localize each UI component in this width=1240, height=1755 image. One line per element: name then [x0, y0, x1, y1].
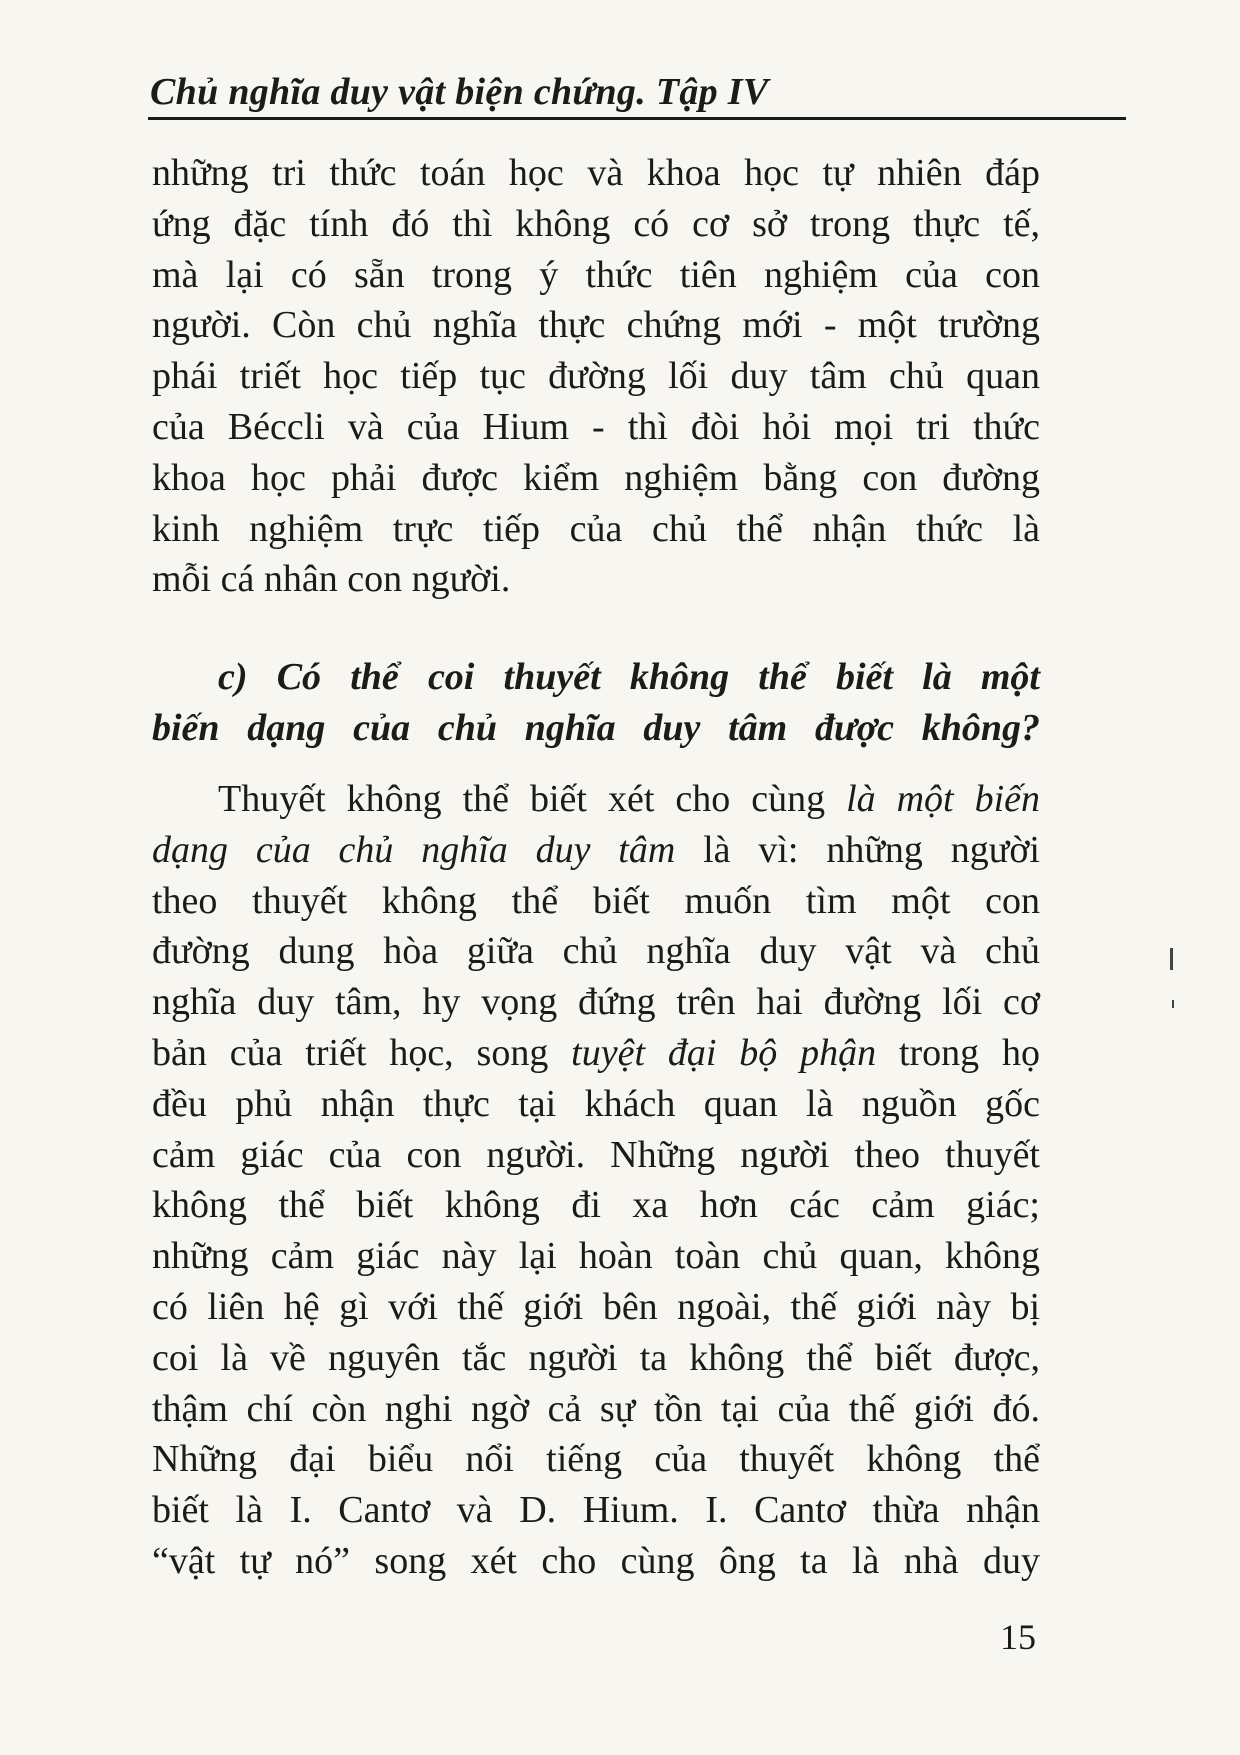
page-number: 15 [1000, 1617, 1036, 1657]
text-run: bản của triết học, song [152, 1031, 572, 1074]
text-run: Thuyết không thể biết xét cho cùng [218, 778, 847, 820]
heading-line: biến dạng của chủ nghĩa duy tâm được không? [152, 706, 1040, 749]
text-line: phái triết học tiếp tục đường lối duy tâm chủ quan [152, 355, 1040, 398]
text-line [152, 774, 1040, 825]
text-line: đường dung hòa giữa chủ nghĩa duy vật và chủ [152, 930, 1040, 973]
emphasis-text: dạng của chủ nghĩa duy tâm [152, 828, 676, 871]
text-line [152, 1028, 1040, 1079]
heading-line: c) Có thể coi thuyết không thể biết là một [218, 656, 1040, 698]
paragraph-1 [152, 148, 1040, 605]
text-line: kinh nghiệm trực tiếp của chủ thể nhận thức là [152, 507, 1040, 550]
text-line: biết là I. Cantơ và D. Hium. I. Cantơ thừa nhận [152, 1489, 1040, 1532]
text-line: của Béccli và của Hium - thì đòi hỏi mọi tri thức [152, 405, 1040, 448]
text-line: ứng đặc tính đó thì không có cơ sở trong thực tế, [152, 202, 1040, 245]
text-line: coi là về nguyên tắc người ta không thể biết được, [152, 1336, 1040, 1379]
text-line: “vật tự nó” song xét cho cùng ông ta là nhà duy [152, 1539, 1040, 1582]
text-line: theo thuyết không thể biết muốn tìm một con [152, 879, 1040, 922]
running-head: Chủ nghĩa duy vật biện chứng. Tập IV [150, 71, 769, 113]
text-line: người. Còn chủ nghĩa thực chứng mới - một trường [152, 304, 1040, 347]
text-line: những cảm giác này lại hoàn toàn chủ quan, không [152, 1235, 1040, 1278]
text-line: những tri thức toán học và khoa học tự nhiên đáp [152, 152, 1040, 194]
scan-edge-mark [1172, 1000, 1174, 1008]
emphasis-text: tuyệt đại bộ phận [571, 1031, 877, 1074]
text-line: đều phủ nhận thực tại khách quan là nguồn gốc [152, 1082, 1040, 1125]
text-line: cảm giác của con người. Những người theo thuyết [152, 1133, 1040, 1176]
text-line: mà lại có sẵn trong ý thức tiên nghiệm của con [152, 253, 1040, 296]
header-rule [148, 117, 1126, 120]
text-line: có liên hệ gì với thế giới bên ngoài, thế giới này bị [152, 1285, 1040, 1328]
paragraph-2 [152, 774, 1040, 1587]
text-run: trong họ [876, 1031, 1041, 1074]
text-line: không thể biết không đi xa hơn các cảm giác; [152, 1184, 1040, 1227]
text-run: là vì: những người [675, 828, 1040, 871]
emphasis-text: là một biến [846, 778, 1041, 820]
text-line: nghĩa duy tâm, hy vọng đứng trên hai đường lối cơ [152, 981, 1040, 1024]
text-line: mỗi cá nhân con người. [152, 558, 511, 601]
text-line: Những đại biểu nổi tiếng của thuyết không thể [152, 1438, 1040, 1481]
section-heading [152, 652, 1040, 754]
text-line: thậm chí còn nghi ngờ cả sự tồn tại của thế giới đó. [152, 1387, 1040, 1430]
scan-edge-mark [1170, 948, 1173, 970]
text-line [152, 825, 1040, 876]
text-line: khoa học phải được kiểm nghiệm bằng con đường [152, 456, 1040, 499]
